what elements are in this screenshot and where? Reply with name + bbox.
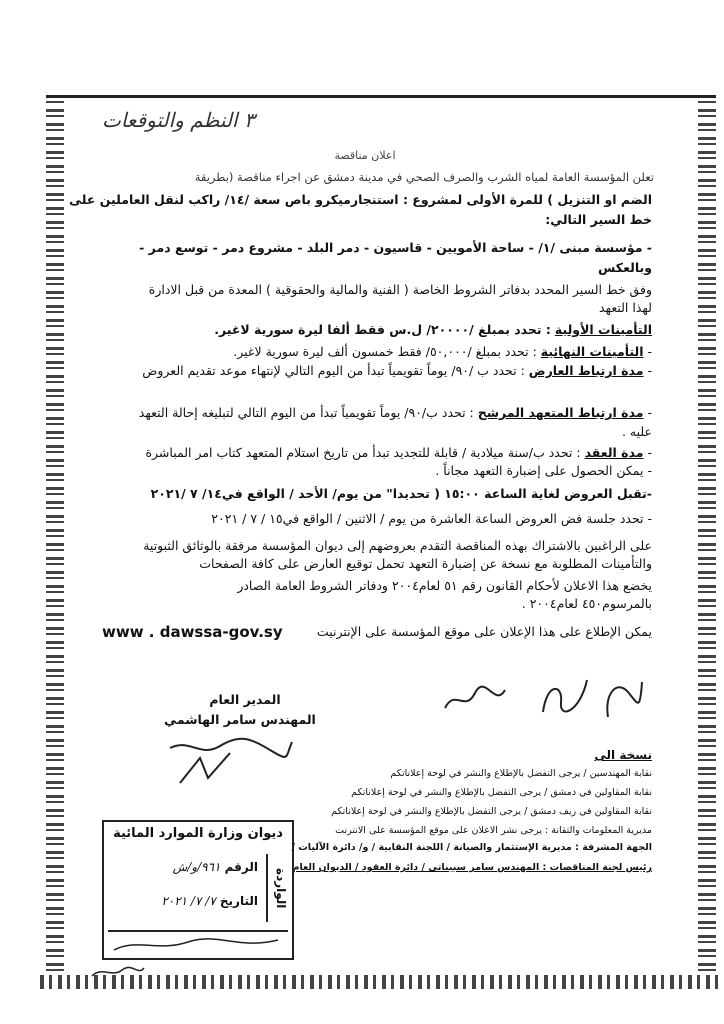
signature-3 — [598, 672, 648, 722]
bidder-binding-period: - مدة ارتباط العارض : تحدد ب /٩٠/ يوماً تقويمياً تبدأ من اليوم التالي لإنتهاء موعد تقديم العروض — [142, 363, 652, 378]
bid-opening-session: - تحدد جلسة فض العروض الساعة العاشرة من يوم / الاثنين / الواقع في١٥ / ٧ / ٢٠٢١ — [211, 511, 652, 526]
stamp-date-label: التاريخ — [219, 894, 258, 908]
handwritten-mark-bottom — [88, 962, 148, 982]
intro-line-3: خط السير التالي: — [545, 212, 652, 227]
decorative-border-right — [698, 95, 716, 975]
initial-deposit-label: التأمينات الأولية — [554, 322, 652, 337]
copy-recipient: الجهة المشرفة : مديرية الإستثمار والصيانة / اللجنة النقابية / و/ دائرة الآليات / — [291, 842, 652, 853]
stamp-handwriting-scribble — [108, 932, 288, 956]
contract-duration: - مدة العقد : تحدد ب/سنة ميلادية / قابلة للتجديد تبدأ من تاريخ استلام المتعهد كتاب امر المباشرة — [145, 445, 652, 460]
copy-recipient: نقابة المهندسين / يرجى التفضل بالإطلاع والنشر في لوحة إعلاناتكم — [390, 768, 652, 779]
stamp-date-row — [161, 894, 258, 908]
application-line-1: على الراغبين بالاشتراك بهذه المناقصة التقدم بعروضهم إلى ديوان المؤسسة مرفقة بالوثائق الثبوتية — [143, 538, 652, 553]
signature-general-manager — [160, 728, 300, 788]
final-deposit-text: : تحدد بمبلغ /٥٠,٠٠٠/ فقط خمسون ألف ليرة سورية لاغير. — [233, 344, 537, 359]
signatory-name: المهندس سامر الهاشمي — [164, 712, 316, 727]
intro-line-2: الضم او التنزيل ) للمرة الأولى لمشروع : استنجارميكرو باص سعة /١٤/ راكب لنقل العاملين على — [69, 192, 652, 207]
dossier-note: - يمكن الحصول على إضبارة التعهد مجاناً . — [435, 463, 652, 478]
stamp-number-label: الرقم — [224, 860, 258, 874]
copy-recipient: نقابة المقاولين في دمشق / يرجى التفضل بالإطلاع والنشر في لوحة إعلاناتكم — [351, 787, 652, 798]
bid-deadline: -تقبل العروض لغاية الساعة ١٥:٠٠ ( تحديدا" من يوم/ الأحد / الواقع في١٤/ ٧ /٢٠٢١ — [150, 486, 652, 501]
incoming-mail-stamp — [102, 820, 294, 960]
route-line-2: وبالعكس — [598, 260, 652, 275]
contractor-binding-line-2: عليه . — [621, 424, 652, 439]
copy-recipient: نقابة المقاولين في ريف دمشق / يرجى التفضل بالإطلاع والنشر في لوحة إعلاناتكم — [331, 806, 652, 817]
contract-duration-label: مدة العقد — [584, 445, 644, 460]
initial-deposit — [214, 322, 652, 337]
contractor-binding-text: : تحدد ب/٩٠/ يوماً تقويمياً تبدأ من اليوم التالي لتبليغه إحالة التعهد — [138, 405, 474, 420]
website-url: www . dawssa-gov.sy — [102, 623, 283, 641]
initial-deposit-text: : تحدد بمبلغ /٢٠٠٠٠/ ل.س فقط ألفا ليرة سورية لاغير. — [214, 322, 551, 337]
contract-duration-text: : تحدد ب/سنة ميلادية / قابلة للتجديد تبدأ من تاريخ استلام المتعهد كتاب امر المباشرة — [145, 445, 581, 460]
final-deposit: - التأمينات النهائية : تحدد بمبلغ /٥٠,٠٠٠/ فقط خمسون ألف ليرة سورية لاغير. — [233, 344, 652, 359]
copy-recipient: رئيس لجنة المناقصات : المهندس سامر سبيناتي / دائرة العقود / الديوان العام — [292, 862, 652, 873]
decorative-border-left — [46, 95, 64, 975]
website-note: يمكن الإطلاع على هذا الإعلان على موقع المؤسسة على الإنترنيت — [316, 624, 652, 639]
signature-2 — [535, 672, 595, 722]
decorative-border-top — [46, 95, 716, 98]
stamp-title: ديوان وزارة الموارد المائية — [113, 826, 283, 841]
copies-heading: نسخة الى — [594, 748, 652, 762]
route-line-1: - مؤسسة مبنى /١/ - ساحة الأمويين - قاسيون - دمر البلد - مشروع دمر - توسع دمر - — [139, 240, 652, 255]
bidder-binding-label: مدة ارتباط العارض — [528, 363, 644, 378]
signature-1 — [440, 678, 510, 718]
contractor-binding-period: - مدة ارتباط المتعهد المرشح : تحدد ب/٩٠/ يوماً تقويمياً تبدأ من اليوم التالي لتبليغه إحالة التعهد — [138, 405, 652, 420]
law-line-1: يخضع هذا الاعلان لأحكام القانون رقم ٥١ لعام٢٠٠٤ ودفاتر الشروط العامة الصادر — [237, 578, 652, 593]
bidder-binding-text: : تحدد ب /٩٠/ يوماً تقويمياً تبدأ من اليوم التالي لإنتهاء موعد تقديم العروض — [142, 363, 525, 378]
signatory-title: المدير العام — [209, 692, 281, 707]
final-deposit-label: التأمينات النهائية — [540, 344, 644, 359]
terms-line-1: وفق خط السير المحدد بدفاتر الشروط الخاصة ( الفنية والمالية والحقوقية ) المعدة من قبل الادارة — [148, 282, 652, 297]
stamp-side-label: الواردة — [266, 854, 288, 922]
stamp-date-value: ٧/ ٧/ ٢٠٢١ — [161, 894, 216, 908]
announcement-title: اعلان مناقصة — [334, 149, 396, 162]
application-line-2: والتأمينات المطلوبة مع نسخة عن إضبارة التعهد تحمل توقيع العارض على كافة الصفحات — [199, 556, 652, 571]
stamp-number-value: ٩٦١/و/ش — [172, 860, 221, 874]
contractor-binding-label: مدة ارتباط المتعهد المرشح — [477, 405, 644, 420]
intro-line: تعلن المؤسسة العامة لمياه الشرب والصرف الصحي في مدينة دمشق عن اجراء مناقصة (بطريقة — [194, 170, 654, 184]
terms-line-2: لهذا التعهد — [599, 300, 652, 315]
law-line-2: بالمرسوم٤٥٠ لعام٢٠٠٤ . — [521, 596, 652, 611]
stamp-number-row — [173, 860, 258, 874]
handwritten-note-top: ٣ النظم والتوقعات — [102, 108, 255, 132]
copy-recipient: مديرية المعلومات والتقانة : يرجى نشر الاعلان على موقع المؤسسة على الانترنت — [335, 825, 652, 836]
stamp-handwritten-area — [108, 930, 288, 958]
